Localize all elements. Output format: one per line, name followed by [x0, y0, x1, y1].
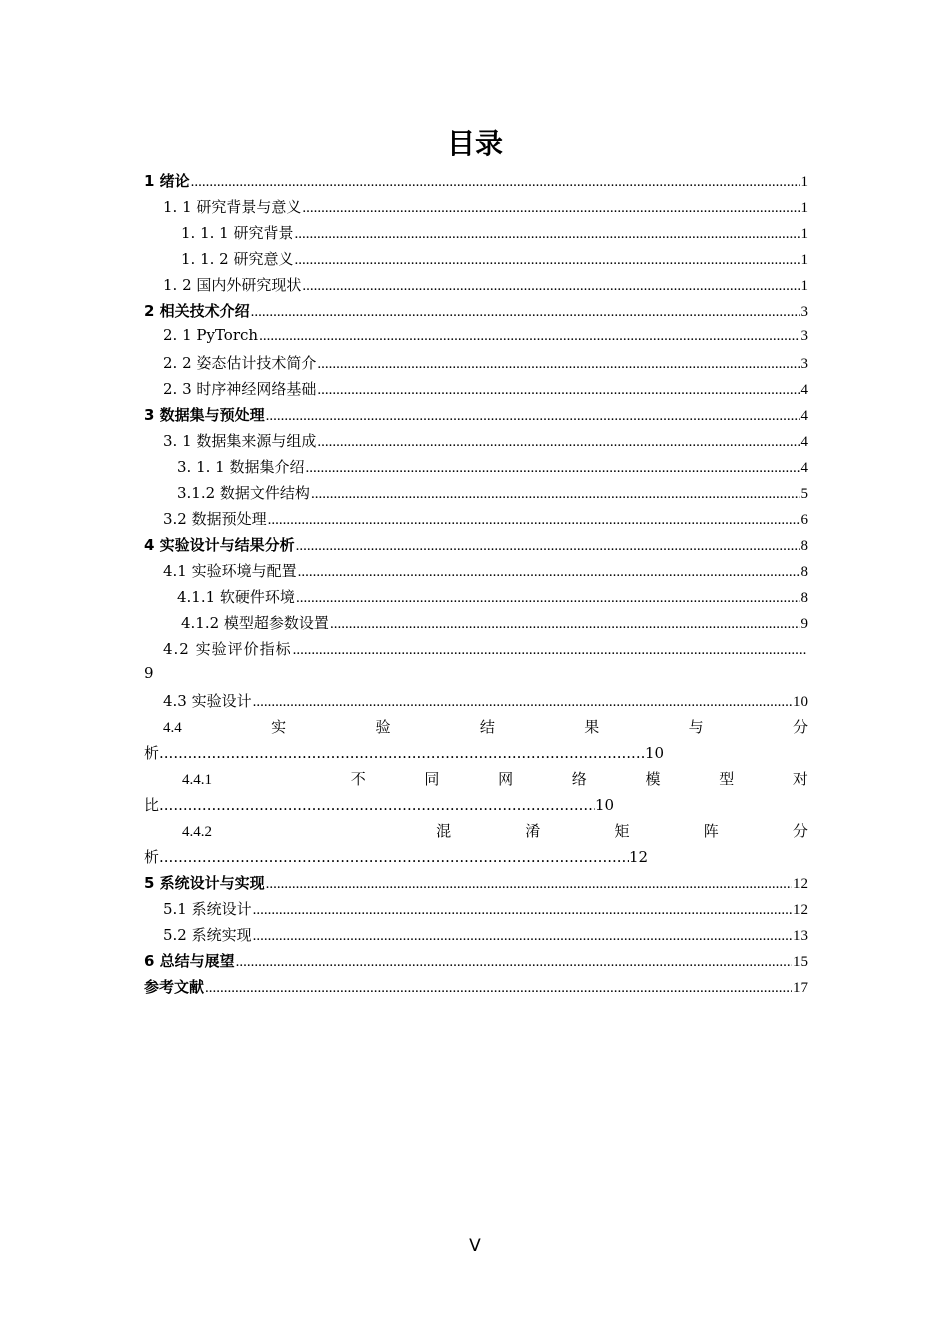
toc-entry[interactable] — [144, 898, 808, 924]
toc-entry-page: 6 — [800, 512, 808, 528]
leader-dots — [266, 874, 792, 893]
leader-dots — [159, 796, 595, 814]
toc-entry[interactable] — [144, 248, 808, 274]
leader-dots — [251, 302, 800, 321]
toc-entry[interactable] — [144, 586, 808, 612]
toc-entry[interactable] — [144, 170, 808, 196]
leader-dots — [253, 900, 792, 919]
toc-entry-label-part: 与 — [688, 720, 704, 736]
toc-entry-label-part: 淆 — [525, 824, 541, 840]
leader-dots — [294, 250, 799, 269]
toc-entry-page: 5 — [800, 486, 808, 502]
toc-entry-label: 6 总结与展望 — [144, 952, 235, 970]
page-title: 目录 — [446, 127, 503, 160]
toc-entry-label: 3. 1. 1 数据集介绍 — [177, 458, 305, 476]
leader-dots — [296, 536, 800, 555]
leader-dots — [253, 926, 792, 945]
toc-entry-label-part: 网 — [498, 772, 514, 788]
toc-entry-label-part: 4.4 — [163, 720, 182, 736]
toc-entry-label-part: 4.4.2 — [182, 824, 212, 840]
toc-entry-label-part: 络 — [571, 772, 587, 788]
leader-dots — [317, 380, 799, 399]
toc-entry-label: 1. 2 国内外研究现状 — [163, 276, 302, 294]
toc-entry[interactable] — [144, 638, 808, 690]
toc-entry-label: 3.1.2 数据文件结构 — [177, 484, 310, 502]
toc-entry-label: 1. 1. 1 研究背景 — [181, 224, 294, 242]
toc-entry-label-cont: 析 — [144, 848, 160, 866]
toc-entry-label-part: 验 — [375, 720, 391, 736]
toc-entry-page: 8 — [800, 564, 808, 580]
toc-entry-label: 4.2 实验评价指标 — [163, 640, 292, 658]
toc-entry-label-part: 混 — [436, 824, 452, 840]
toc-entry-page: 12 — [629, 848, 649, 866]
toc-entry-page: 4 — [800, 408, 808, 424]
toc-entry-label: 5 系统设计与实现 — [144, 874, 265, 892]
leader-dots — [305, 458, 799, 477]
toc-entry-label-part: 不 — [350, 772, 366, 788]
toc-entry-label-part: 果 — [584, 720, 600, 736]
leader-dots — [191, 172, 800, 191]
toc-entry-label-part: 阵 — [703, 824, 719, 840]
toc-entry-label-part: 模 — [645, 772, 661, 788]
toc-entry-page: 9 — [144, 664, 154, 682]
toc-entry-page: 4 — [800, 382, 808, 398]
toc-entry[interactable] — [144, 976, 808, 1002]
toc-entry-page: 1 — [800, 278, 808, 294]
leader-dots — [302, 198, 799, 217]
toc-entry-label-part: 分 — [792, 824, 808, 840]
toc-entry-label-part: 型 — [719, 772, 735, 788]
toc-entry[interactable] — [144, 482, 808, 508]
toc-entry-label-part: 实 — [271, 720, 287, 736]
leader-dots — [294, 224, 799, 243]
toc-entry-page: 12 — [793, 876, 808, 892]
leader-dots — [302, 276, 799, 295]
toc-entry[interactable] — [144, 768, 808, 820]
toc-entry[interactable] — [144, 456, 808, 482]
toc-entry-page: 1 — [800, 252, 808, 268]
toc-entry-label: 4.3 实验设计 — [163, 692, 252, 710]
table-of-contents — [144, 170, 808, 1002]
toc-entry-page: 9 — [800, 616, 808, 632]
toc-entry[interactable] — [144, 872, 808, 898]
toc-entry[interactable] — [144, 924, 808, 950]
toc-entry-label: 3.2 数据预处理 — [163, 510, 267, 528]
toc-entry-page: 15 — [793, 954, 808, 970]
leader-dots — [293, 640, 807, 659]
toc-entry-label: 1 绪论 — [144, 172, 190, 190]
toc-entry[interactable] — [144, 612, 808, 638]
toc-entry-page: 10 — [645, 744, 665, 762]
toc-entry-page: 17 — [793, 980, 808, 996]
toc-entry-label: 参考文献 — [144, 978, 205, 996]
leader-dots — [330, 614, 800, 633]
leader-dots — [159, 744, 645, 762]
toc-entry-label: 2. 1 PyTorch — [163, 326, 259, 344]
toc-entry-page: 13 — [793, 928, 808, 944]
leader-dots — [298, 562, 800, 581]
toc-entry[interactable] — [144, 508, 808, 534]
toc-entry-label-part: 4.4.1 — [182, 772, 212, 788]
page-number: V — [469, 1236, 481, 1256]
toc-entry-page: 1 — [800, 200, 808, 216]
toc-entry-label-part: 结 — [479, 720, 495, 736]
toc-entry-page: 3 — [800, 304, 808, 320]
toc-entry-page: 3 — [800, 328, 808, 344]
leader-dots — [259, 326, 799, 345]
toc-entry-label: 2. 3 时序神经网络基础 — [163, 380, 317, 398]
leader-dots — [236, 952, 792, 971]
leader-dots — [266, 406, 800, 425]
toc-entry[interactable] — [144, 950, 808, 976]
toc-entry-label: 4.1.1 软硬件环境 — [177, 588, 295, 606]
leader-dots — [268, 510, 800, 529]
toc-entry-page: 12 — [793, 902, 808, 918]
toc-entry[interactable] — [144, 274, 808, 300]
leader-dots — [317, 432, 799, 451]
leader-dots — [253, 692, 792, 711]
toc-entry-page: 8 — [800, 590, 808, 606]
leader-dots — [296, 588, 800, 607]
toc-entry-label: 5.1 系统设计 — [163, 900, 252, 918]
toc-entry[interactable] — [144, 690, 808, 716]
toc-entry[interactable] — [144, 196, 808, 222]
toc-entry-label: 3. 1 数据集来源与组成 — [163, 432, 317, 450]
toc-entry[interactable] — [144, 404, 808, 430]
toc-entry[interactable] — [144, 326, 808, 352]
toc-entry-label: 5.2 系统实现 — [163, 926, 252, 944]
toc-entry[interactable] — [144, 430, 808, 456]
toc-entry-label: 1. 1. 2 研究意义 — [181, 250, 294, 268]
leader-dots — [205, 978, 792, 997]
toc-entry-page: 3 — [800, 356, 808, 372]
toc-entry-label: 2. 2 姿态估计技术简介 — [163, 354, 317, 372]
toc-entry-page: 8 — [800, 538, 808, 554]
toc-entry[interactable] — [144, 222, 808, 248]
toc-entry-label-part: 矩 — [614, 824, 630, 840]
toc-entry-label-part: 同 — [424, 772, 440, 788]
leader-dots — [311, 484, 800, 503]
leader-dots — [317, 354, 799, 373]
toc-entry-label: 2 相关技术介绍 — [144, 302, 250, 320]
toc-entry-page: 10 — [595, 796, 615, 814]
toc-entry-label: 4.1.2 模型超参数设置 — [181, 614, 329, 632]
toc-entry-page: 4 — [800, 434, 808, 450]
toc-entry-label: 3 数据集与预处理 — [144, 406, 265, 424]
toc-entry-label: 1. 1 研究背景与意义 — [163, 198, 302, 216]
toc-entry-page: 4 — [800, 460, 808, 476]
toc-entry-page: 1 — [800, 226, 808, 242]
toc-entry[interactable] — [144, 378, 808, 404]
toc-entry[interactable] — [144, 716, 808, 768]
toc-entry[interactable] — [144, 560, 808, 586]
toc-entry[interactable] — [144, 534, 808, 560]
toc-entry[interactable] — [144, 300, 808, 326]
toc-entry-label-cont: 析 — [144, 744, 160, 762]
leader-dots — [159, 848, 629, 866]
toc-entry-label-cont: 比 — [144, 796, 160, 814]
toc-entry[interactable] — [144, 352, 808, 378]
toc-entry-label: 4 实验设计与结果分析 — [144, 536, 295, 554]
toc-entry[interactable] — [144, 820, 808, 872]
toc-entry-label-part: 对 — [792, 772, 808, 788]
toc-entry-page: 1 — [800, 174, 808, 190]
toc-entry-label: 4.1 实验环境与配置 — [163, 562, 297, 580]
toc-entry-page: 10 — [793, 694, 808, 710]
toc-entry-label-part: 分 — [792, 720, 808, 736]
